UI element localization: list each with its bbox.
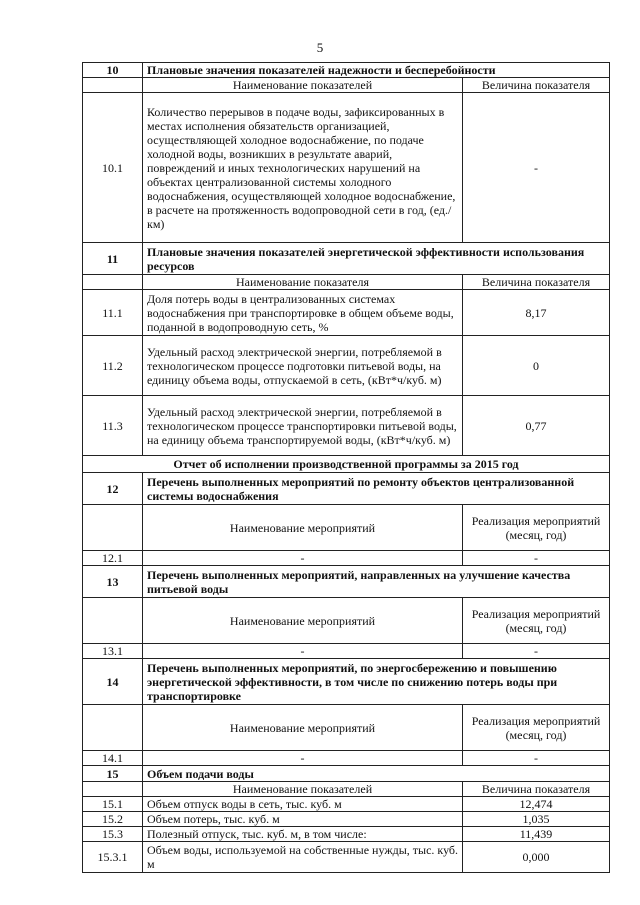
section-number: 12 [83, 473, 143, 505]
table-row [83, 396, 610, 456]
section-11-header-row [83, 275, 610, 290]
section-14-title-row [83, 659, 610, 705]
empty-cell [83, 275, 143, 290]
row-value: - [463, 644, 610, 659]
table-row [83, 551, 610, 566]
section-13-title-row [83, 566, 610, 598]
section-number: 11 [83, 243, 143, 275]
empty-cell [83, 705, 143, 751]
section-title: Перечень выполненных мероприятий по ремонту объектов централизованной системы водоснабжения [143, 473, 610, 505]
row-value: 1,035 [463, 812, 610, 827]
row-number: 11.2 [83, 336, 143, 396]
row-name: Количество перерывов в подаче воды, зафиксированных в местах исполнения обязательств организацией, осуществляющей холодное водоснабжение, по подаче холодной воды, возникших в результате аварий, повреждений и иных технологических нарушений на объектах централизованной системы холодного водоснабжения, осуществляющей холодное водоснабжение, в расчете на протяженность водопроводной сети в год, (ед./км) [143, 93, 463, 243]
row-number: 11.3 [83, 396, 143, 456]
section-number: 14 [83, 659, 143, 705]
table-row [83, 827, 610, 842]
table-row [83, 797, 610, 812]
column-header-name: Наименование мероприятий [143, 598, 463, 644]
table-row [83, 842, 610, 873]
row-number: 10.1 [83, 93, 143, 243]
row-number: 13.1 [83, 644, 143, 659]
row-value: 0 [463, 336, 610, 396]
column-header-value: Величина показателя [463, 782, 610, 797]
empty-cell [83, 78, 143, 93]
row-value: 8,17 [463, 290, 610, 336]
table-row [83, 812, 610, 827]
section-10-title-row [83, 63, 610, 78]
column-header-value: Реализация мероприятий (месяц, год) [463, 705, 610, 751]
row-number: 14.1 [83, 751, 143, 766]
row-number: 15.2 [83, 812, 143, 827]
row-value: - [463, 551, 610, 566]
row-name: Удельный расход электрической энергии, потребляемой в технологическом процессе транспортировки питьевой воды, на единицу объема транспортируемой воды, (кВт*ч/куб. м) [143, 396, 463, 456]
row-number: 12.1 [83, 551, 143, 566]
row-name: Полезный отпуск, тыс. куб. м, в том числе: [143, 827, 463, 842]
column-header-name: Наименование мероприятий [143, 705, 463, 751]
row-value: 0,000 [463, 842, 610, 873]
column-header-value: Реализация мероприятий (месяц, год) [463, 598, 610, 644]
empty-cell [83, 598, 143, 644]
section-15-header-row [83, 782, 610, 797]
row-name: Доля потерь воды в централизованных системах водоснабжения при транспортировке в общем объеме воды, поданной в водопроводную сеть, % [143, 290, 463, 336]
page-number: 5 [316, 40, 324, 55]
column-header-name: Наименование показателей [143, 78, 463, 93]
row-number: 15.1 [83, 797, 143, 812]
section-title: Объем подачи воды [143, 766, 610, 782]
section-title: Перечень выполненных мероприятий, направленных на улучшение качества питьевой воды [143, 566, 610, 598]
column-header-name: Наименование мероприятий [143, 505, 463, 551]
row-name: Объем потерь, тыс. куб. м [143, 812, 463, 827]
row-value: - [463, 93, 610, 243]
section-title: Плановые значения показателей энергетической эффективности использования ресурсов [143, 243, 610, 275]
table-row [83, 290, 610, 336]
section-title: Перечень выполненных мероприятий, по энергосбережению и повышению энергетической эффективности, в том числе по снижению потерь воды при транспортировке [143, 659, 610, 705]
section-10-header-row [83, 78, 610, 93]
row-value: 12,474 [463, 797, 610, 812]
section-14-header-row [83, 705, 610, 751]
table-row [83, 644, 610, 659]
row-name: - [143, 551, 463, 566]
row-name: Объем отпуск воды в сеть, тыс. куб. м [143, 797, 463, 812]
section-number: 13 [83, 566, 143, 598]
table-row [83, 751, 610, 766]
row-name: Объем воды, используемой на собственные нужды, тыс. куб. м [143, 842, 463, 873]
section-15-title-row [83, 766, 610, 782]
table-row [83, 93, 610, 243]
column-header-value: Величина показателя [463, 275, 610, 290]
section-11-title-row [83, 243, 610, 275]
indicators-table [82, 62, 610, 873]
section-number: 10 [83, 63, 143, 78]
row-name: - [143, 644, 463, 659]
row-value: 11,439 [463, 827, 610, 842]
column-header-name: Наименование показателей [143, 782, 463, 797]
empty-cell [83, 782, 143, 797]
row-number: 11.1 [83, 290, 143, 336]
row-name: - [143, 751, 463, 766]
section-number: 15 [83, 766, 143, 782]
report-title: Отчет об исполнении производственной программы за 2015 год [83, 456, 610, 473]
column-header-value: Реализация мероприятий (месяц, год) [463, 505, 610, 551]
table-row [83, 336, 610, 396]
row-number: 15.3.1 [83, 842, 143, 873]
row-number: 15.3 [83, 827, 143, 842]
row-value: - [463, 751, 610, 766]
section-12-header-row [83, 505, 610, 551]
row-name: Удельный расход электрической энергии, потребляемой в технологическом процессе подготовки питьевой воды, на единицу объема воды, отпускаемой в сеть, (кВт*ч/куб. м) [143, 336, 463, 396]
section-13-header-row [83, 598, 610, 644]
column-header-name: Наименование показателя [143, 275, 463, 290]
row-value: 0,77 [463, 396, 610, 456]
empty-cell [83, 505, 143, 551]
column-header-value: Величина показателя [463, 78, 610, 93]
section-title: Плановые значения показателей надежности и бесперебойности [143, 63, 610, 78]
section-12-title-row [83, 473, 610, 505]
report-title-row [83, 456, 610, 473]
